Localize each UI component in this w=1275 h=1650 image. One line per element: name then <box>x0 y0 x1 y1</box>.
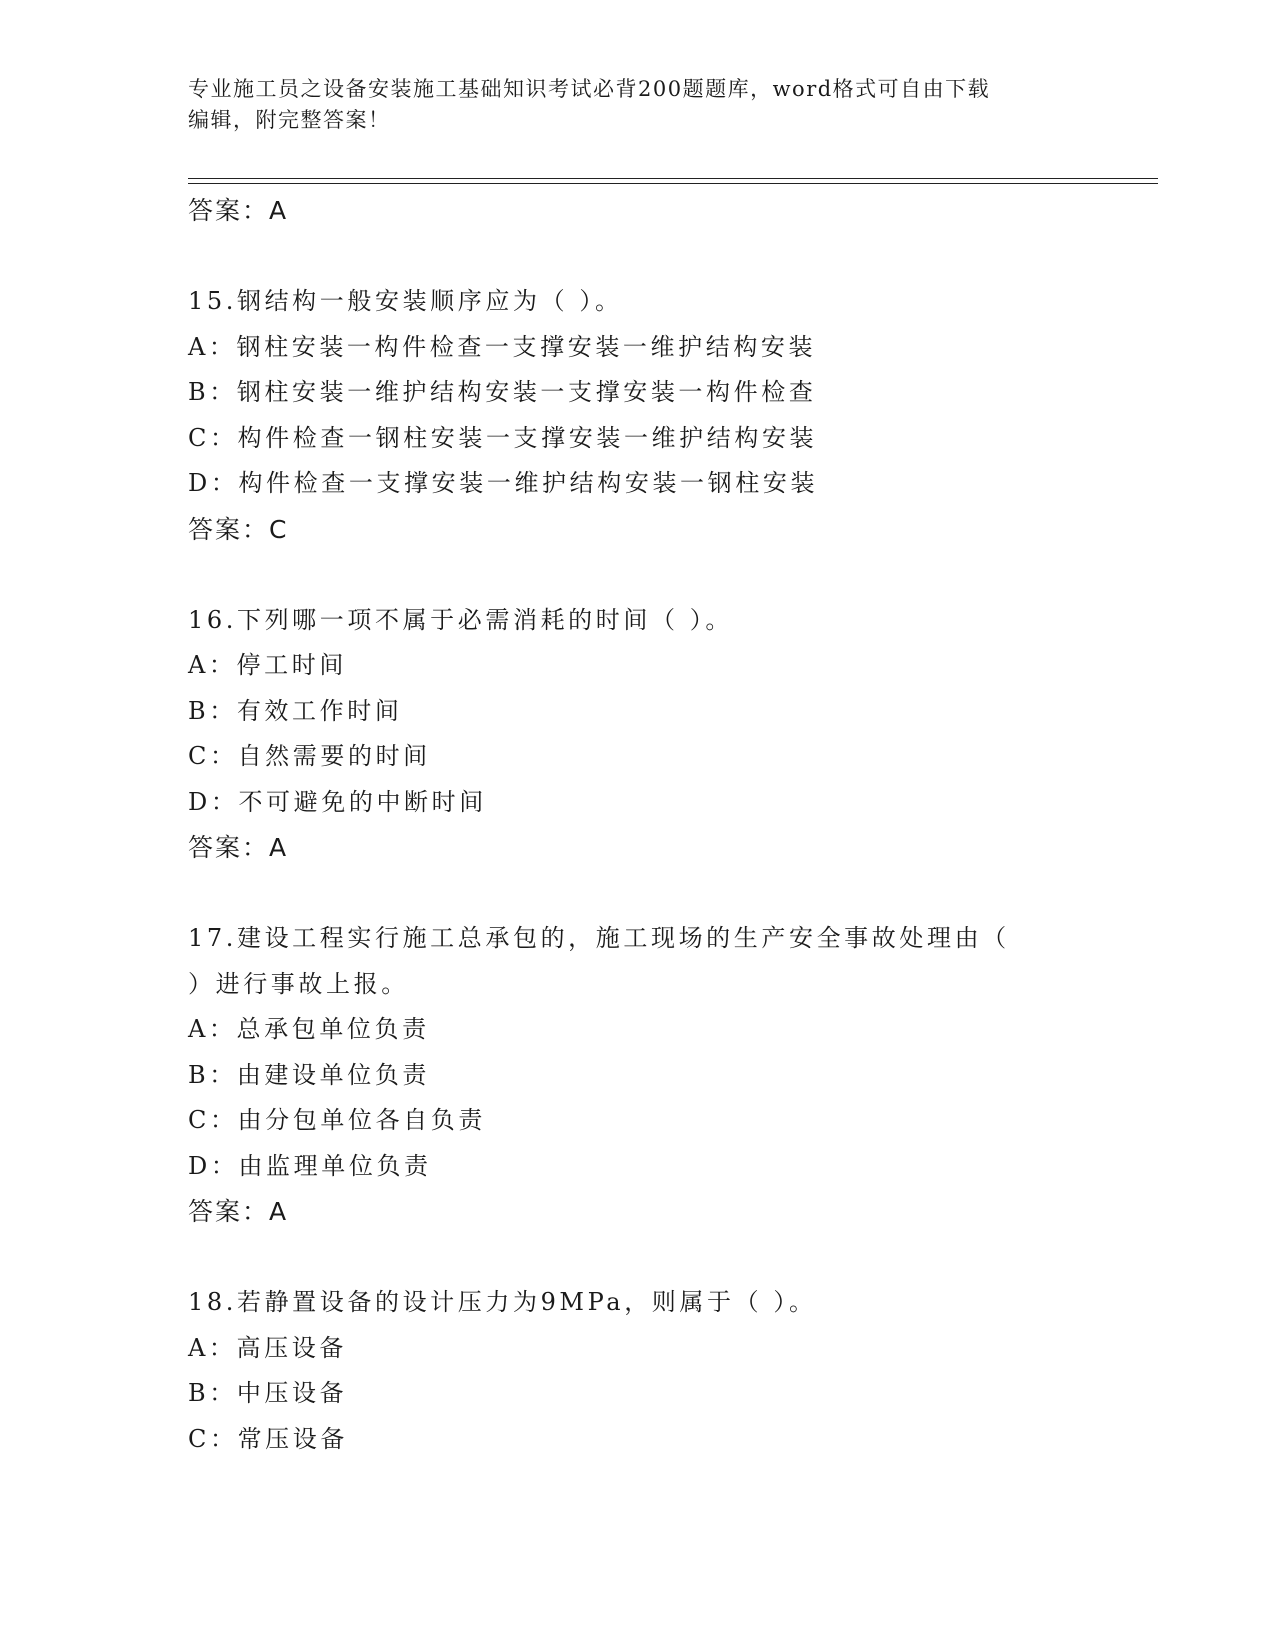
option-a: A：停工时间 <box>188 651 347 679</box>
spacer <box>188 1235 1088 1281</box>
option-b: B：有效工作时间 <box>188 696 403 725</box>
question-16 <box>188 598 1088 871</box>
header-divider-bottom <box>188 183 1158 184</box>
header-line-1: 专业施工员之设备安装施工基础知识考试必背200题题库，word格式可自由下载 <box>188 77 991 101</box>
option-d: D：不可避免的中断时间 <box>188 787 487 816</box>
option-c: C：自然需要的时间 <box>188 742 431 770</box>
header-line-2: 编辑，附完整答案！ <box>188 108 391 132</box>
question-18 <box>188 1280 1088 1462</box>
header-divider-top <box>188 178 1158 179</box>
question-15 <box>188 279 1088 552</box>
option-d: D：由监理单位负责 <box>188 1151 432 1180</box>
question-stem: 17.建设工程实行施工总承包的，施工现场的生产安全事故处理由（ <box>188 924 1010 952</box>
question-stem: 18.若静置设备的设计压力为9MPa，则属于（ ）。 <box>188 1288 817 1316</box>
option-d: D：构件检查一支撑安装一维护结构安装一钢柱安装 <box>188 469 819 497</box>
option-c: C：构件检查一钢柱安装一支撑安装一维护结构安装 <box>188 423 818 452</box>
question-stem: 16.下列哪一项不属于必需消耗的时间（ ）。 <box>188 605 733 634</box>
answer: 答案：A <box>188 833 289 862</box>
answer: 答案：C <box>188 514 289 544</box>
option-c: C：由分包单位各自负责 <box>188 1106 486 1134</box>
question-stem-continued: ）进行事故上报。 <box>188 969 409 998</box>
spacer <box>188 234 1088 280</box>
document-header <box>188 74 1088 136</box>
answer: 答案：A <box>188 1197 289 1226</box>
option-b: B：钢柱安装一维护结构安装一支撑安装一构件检查 <box>188 378 817 406</box>
option-a: A：总承包单位负责 <box>188 1015 430 1043</box>
question-stem: 15.钢结构一般安装顺序应为（ ）。 <box>188 287 623 315</box>
spacer <box>188 871 1088 917</box>
question-17 <box>188 916 1088 1235</box>
option-b: B：由建设单位负责 <box>188 1060 431 1089</box>
option-b: B：中压设备 <box>188 1379 348 1407</box>
option-a: A：高压设备 <box>188 1333 347 1362</box>
question-list <box>188 188 1088 1462</box>
option-c: C：常压设备 <box>188 1424 348 1453</box>
previous-answer: 答案：A <box>188 196 289 225</box>
spacer <box>188 552 1088 598</box>
option-a: A：钢柱安装一构件检查一支撑安装一维护结构安装 <box>188 332 817 361</box>
